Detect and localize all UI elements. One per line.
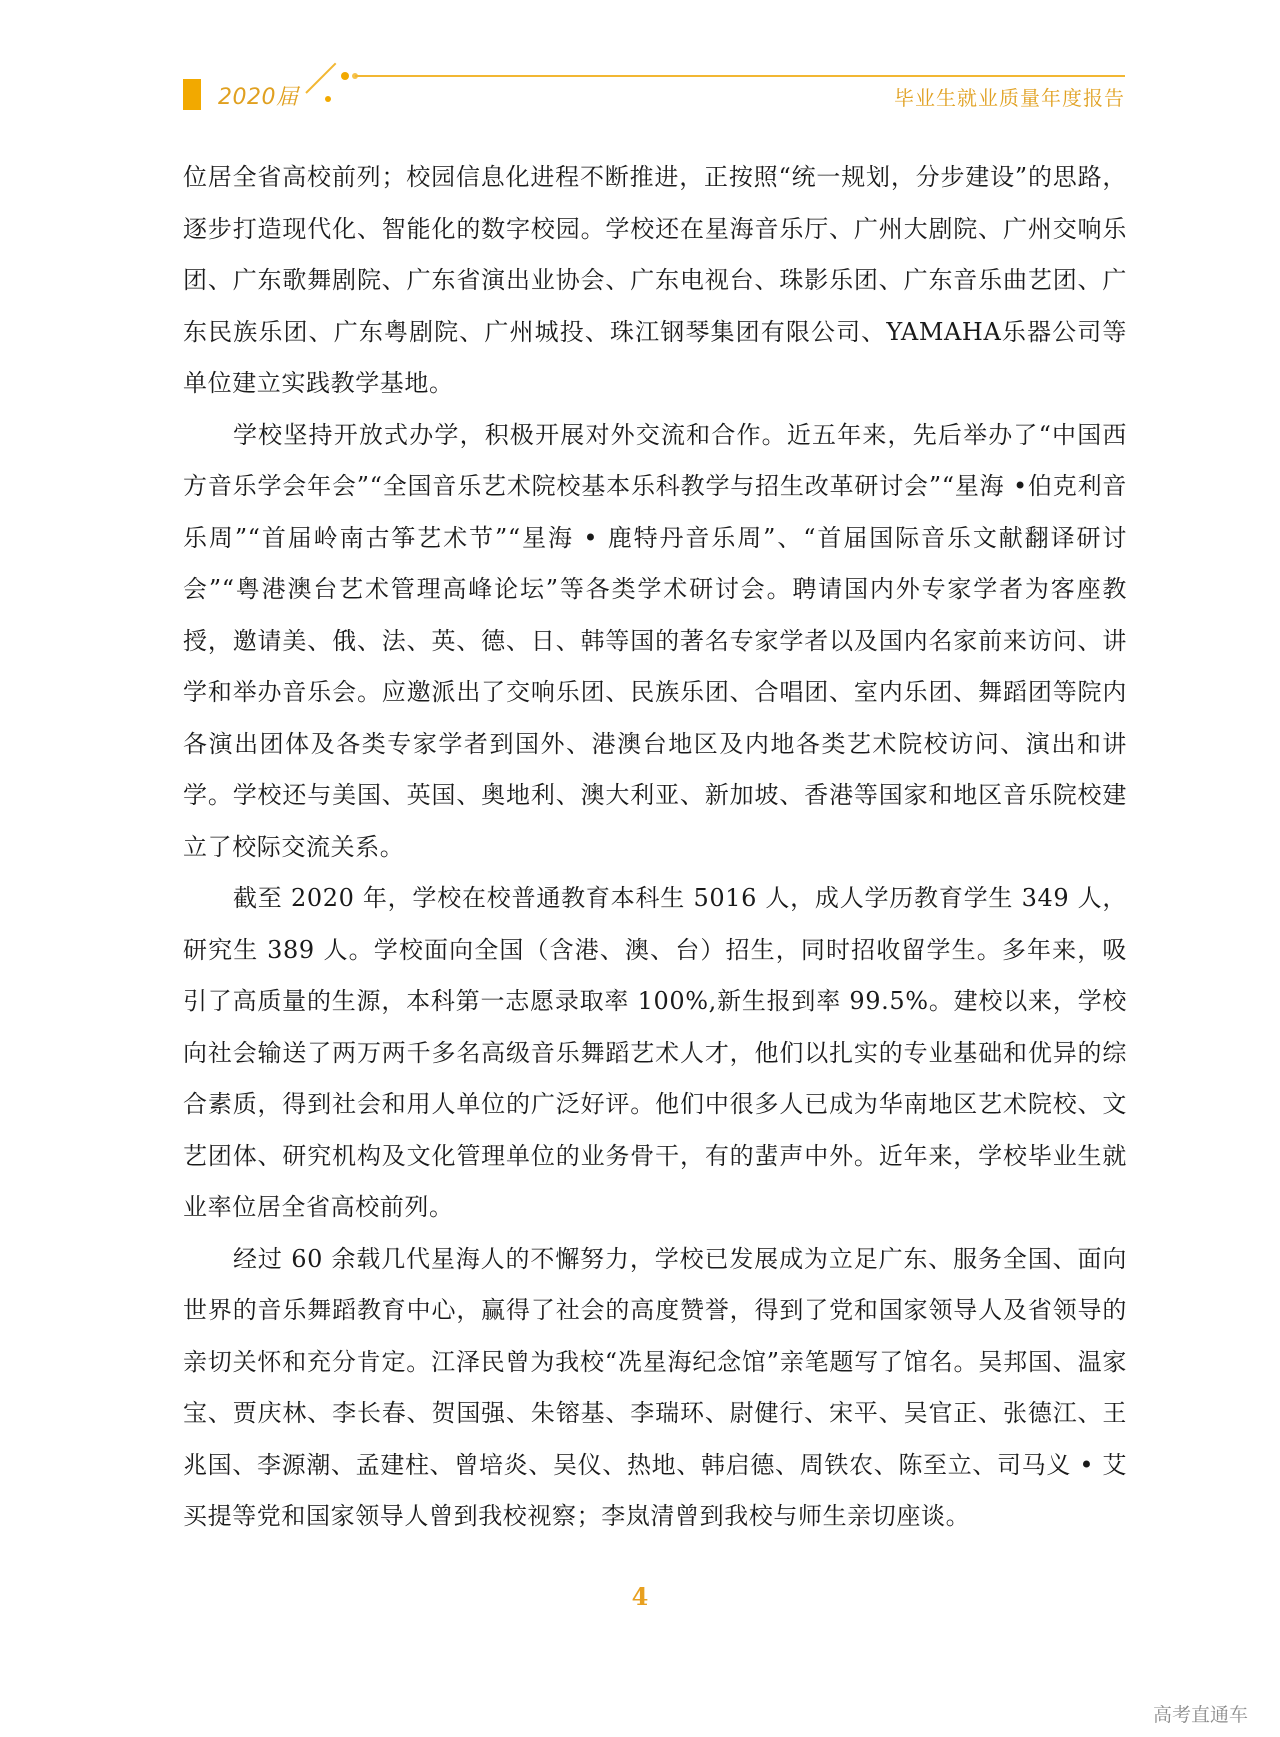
watermark-text: 高考直通车	[1152, 1704, 1248, 1726]
paragraph: 截至 2020 年，学校在校普通教育本科生 5016 人，成人学历教育学生 349 人，研究生 389 人。学校面向全国（含港、澳、台）招生，同时招收留学生。多年来，吸引了高质量的生源，本科第一志愿录取率 100%,新生报到率 99.5%。建校以来，学校向社会输送了两万两千多名高级音乐舞蹈艺术人才，他们以扎实的专业基础和优异的综合素质，得到社会和用人单位的广泛好评。他们中很多人已成为华南地区艺术院校、文艺团体、研究机构及文化管理单位的业务骨干，有的蜚声中外。近年来，学校毕业生就业率位居全省高校前列。	[183, 884, 1127, 1221]
header-dot-decoration	[341, 72, 349, 80]
paragraph: 学校坚持开放式办学，积极开展对外交流和合作。近五年来，先后举办了“中国西方音乐学会年会”“全国音乐艺术院校基本乐科教学与招生改革研讨会”“星海 •伯克利音乐周”“首届岭南古筝艺术节”“星海 • 鹿特丹音乐周”、“首届国际音乐文献翻译研讨会”“粤港澳台艺术管理高峰论坛”等各类学术研讨会。聘请国内外专家学者为客座教授，邀请美、俄、法、英、德、日、韩等国的著名专家学者以及国内名家前来访问、讲学和举办音乐会。应邀派出了交响乐团、民族乐团、合唱团、室内乐团、舞蹈团等院内各演出团体及各类专家学者到国外、港澳台地区及内地各类艺术院校访问、演出和讲学。学校还与美国、英国、奥地利、澳大利亚、新加坡、香港等国家和地区音乐院校建立了校际交流关系。	[183, 420, 1127, 861]
header-accent-bar	[183, 79, 201, 110]
header-rule-line	[355, 75, 1125, 77]
header-year-label: 2020届	[218, 85, 299, 110]
page-number: 4	[631, 1582, 649, 1611]
page-header	[0, 0, 1280, 130]
header-diagonal-line	[305, 63, 336, 94]
body-text	[183, 152, 1127, 1543]
paragraph: 位居全省高校前列；校园信息化进程不断推进，正按照“统一规划，分步建设”的思路，逐步打造现代化、智能化的数字校园。学校还在星海音乐厅、广州大剧院、广州交响乐团、广东歌舞剧院、广东省演出业协会、广东电视台、珠影乐团、广东音乐曲艺团、广东民族乐团、广东粤剧院、广州城投、珠江钢琴集团有限公司、YAMAHA乐器公司等单位建立实践教学基地。	[183, 163, 1127, 397]
header-report-title: 毕业生就业质量年度报告	[894, 86, 1125, 110]
paragraph: 经过 60 余载几代星海人的不懈努力，学校已发展成为立足广东、服务全国、面向世界的音乐舞蹈教育中心，赢得了社会的高度赞誉，得到了党和国家领导人及省领导的亲切关怀和充分肯定。江泽民曾为我校“冼星海纪念馆”亲笔题写了馆名。吴邦国、温家宝、贾庆林、李长春、贺国强、朱镕基、李瑞环、尉健行、宋平、吴官正、张德江、王兆国、李源潮、孟建柱、曾培炎、吴仪、热地、韩启德、周铁农、陈至立、司马义 • 艾买提等党和国家领导人曾到我校视察；李岚清曾到我校与师生亲切座谈。	[183, 1244, 1127, 1530]
header-dot-decoration	[325, 96, 331, 102]
